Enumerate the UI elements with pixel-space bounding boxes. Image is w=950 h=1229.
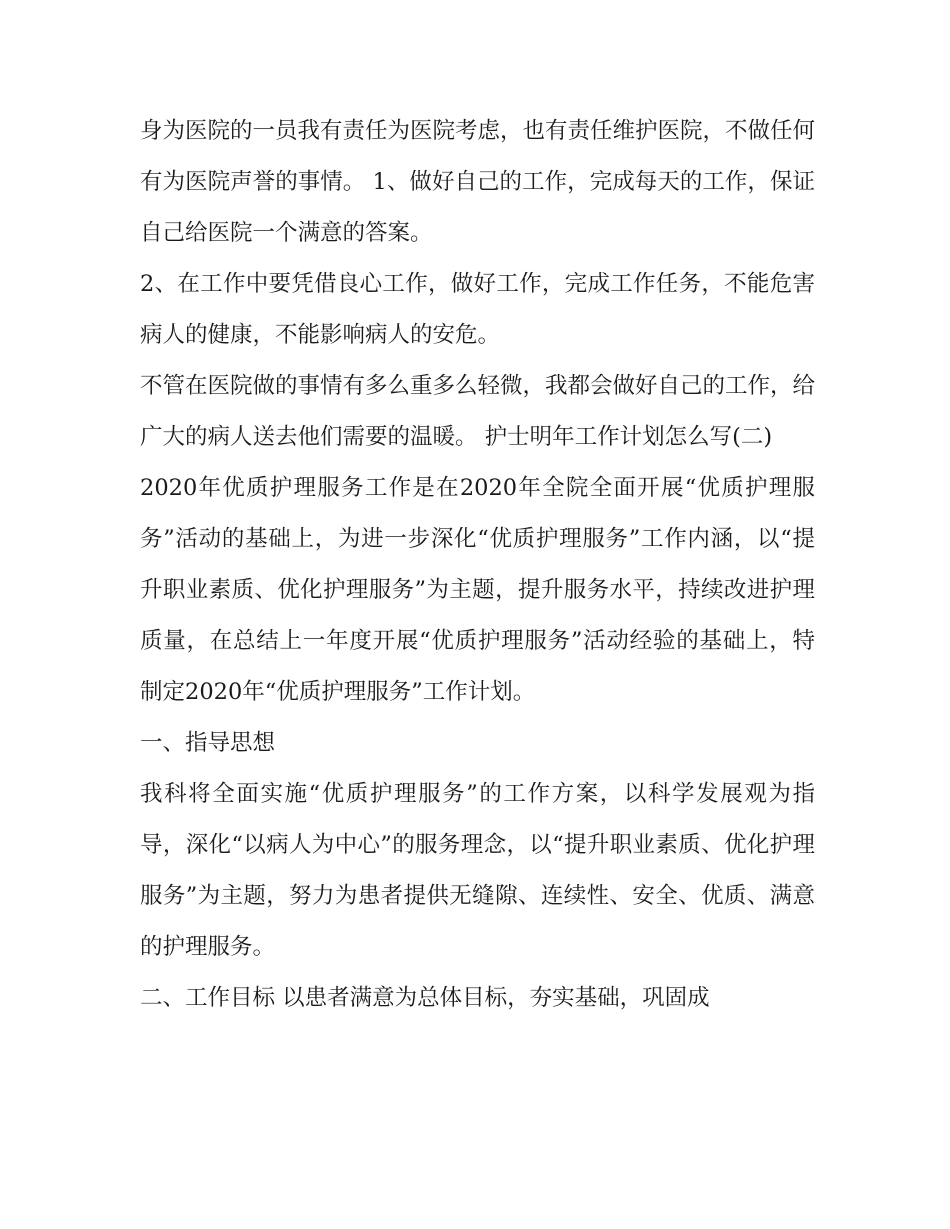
section-heading-work-goals: 二、工作目标 以患者满意为总体目标，夯实基础，巩固成 bbox=[140, 985, 710, 1011]
document-body bbox=[140, 106, 815, 1024]
paragraph-2: 2、在工作中要凭借良心工作，做好工作，完成工作任务，不能危害病人的健康，不能影响病人的安危。 bbox=[140, 271, 815, 348]
paragraph-1: 身为医院的一员我有责任为医院考虑，也有责任维护医院，不做任何有为医院声誉的事情。 1、做好自己的工作，完成每天的工作，保证自己给医院一个满意的答案。 bbox=[140, 118, 816, 246]
paragraph-3: 不管在医院做的事情有多么重多么轻微，我都会做好自己的工作，给广大的病人送去他们需要的温暖。 护士明年工作计划怎么写(二) bbox=[140, 373, 816, 450]
paragraph-5: 我科将全面实施“优质护理服务”的工作方案，以科学发展观为指导，深化“以病人为中心”的服务理念，以“提升职业素质、优化护理服务”为主题，努力为患者提供无缝隙、连续性、安全、优质、满意的护理服务。 bbox=[140, 781, 815, 960]
paragraph-4: 2020年优质护理服务工作是在2020年全院全面开展“优质护理服务”活动的基础上，为进一步深化“优质护理服务”工作内涵，以“提升职业素质、优化护理服务”为主题，提升服务水平，持续改进护理质量，在总结上一年度开展“优质护理服务”活动经验的基础上，特制定2020年“优质护理服务”工作计划。 bbox=[140, 475, 815, 705]
section-heading-guiding-thought: 一、指导思想 bbox=[140, 730, 276, 756]
